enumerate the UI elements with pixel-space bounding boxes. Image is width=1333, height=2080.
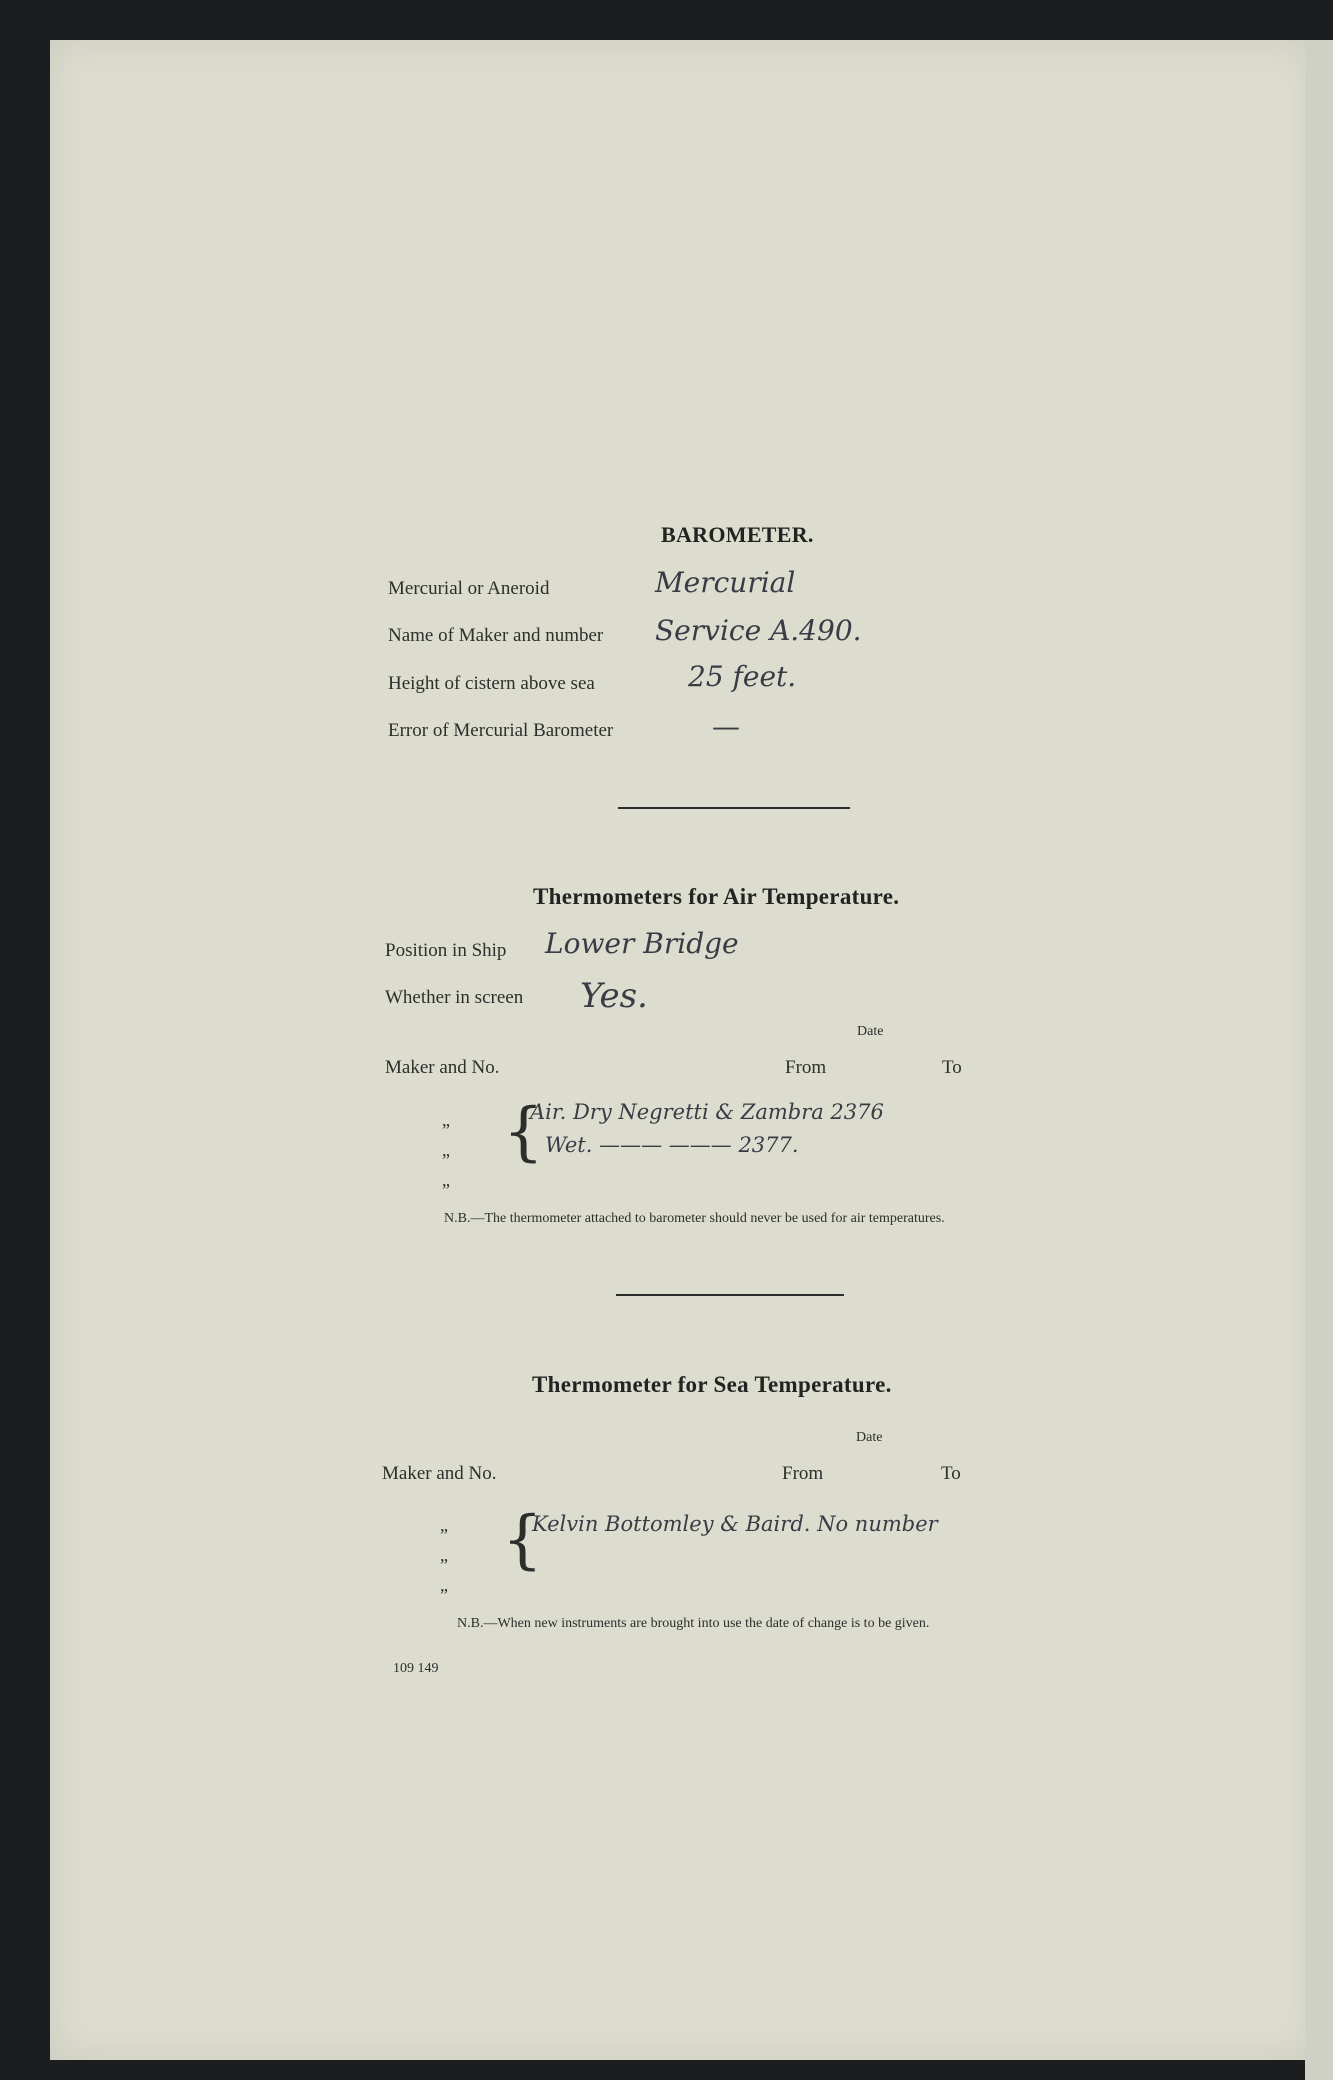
sea-to-label: To bbox=[941, 1463, 961, 1484]
air-date-label: Date bbox=[857, 1024, 884, 1039]
whether-in-screen-value: Yes. bbox=[580, 976, 648, 1016]
ditto-mark: „ bbox=[442, 1170, 450, 1190]
maker-and-number-value: Service A.490. bbox=[655, 614, 862, 647]
form-code: 109 149 bbox=[393, 1661, 439, 1676]
barometer-error-value: — bbox=[712, 710, 740, 743]
ditto-mark: „ bbox=[440, 1545, 448, 1565]
mercurial-or-aneroid-value: Mercurial bbox=[655, 566, 796, 599]
section-divider bbox=[618, 807, 850, 809]
maker-and-number-label: Name of Maker and number bbox=[388, 625, 604, 646]
ditto-mark: „ bbox=[440, 1515, 448, 1535]
mercurial-or-aneroid-label: Mercurial or Aneroid bbox=[388, 578, 550, 599]
sea-temperature-note: N.B.—When new instruments are brought into use the date of change is to be given. bbox=[457, 1616, 930, 1631]
cistern-height-value: 25 feet. bbox=[688, 660, 797, 693]
sea-thermometer-entry: Kelvin Bottomley & Baird. No number bbox=[532, 1512, 938, 1536]
ditto-mark: „ bbox=[442, 1110, 450, 1130]
air-wet-thermometer-entry: Wet. ——— ——— 2377. bbox=[545, 1133, 799, 1157]
air-from-label: From bbox=[785, 1057, 827, 1078]
barometer-error-label: Error of Mercurial Barometer bbox=[388, 720, 614, 741]
cistern-height-label: Height of cistern above sea bbox=[388, 673, 595, 694]
air-thermometers-title: Thermometers for Air Temperature. bbox=[533, 884, 900, 909]
section-divider bbox=[616, 1294, 844, 1296]
barometer-title: BAROMETER. bbox=[661, 522, 814, 547]
air-to-label: To bbox=[942, 1057, 962, 1078]
adjacent-page-edge bbox=[1305, 40, 1333, 2080]
logbook-page bbox=[50, 40, 1315, 2060]
left-brace: { bbox=[503, 1095, 544, 1169]
air-dry-thermometer-entry: Air. Dry Negretti & Zambra 2376 bbox=[530, 1100, 884, 1124]
position-in-ship-value: Lower Bridge bbox=[545, 927, 739, 960]
sea-from-label: From bbox=[782, 1463, 824, 1484]
position-in-ship-label: Position in Ship bbox=[385, 940, 507, 961]
sea-maker-label: Maker and No. bbox=[382, 1463, 497, 1484]
ditto-mark: „ bbox=[442, 1140, 450, 1160]
left-brace: { bbox=[502, 1503, 543, 1577]
air-maker-label: Maker and No. bbox=[385, 1057, 500, 1078]
ditto-mark: „ bbox=[440, 1575, 448, 1595]
air-temperature-note: N.B.—The thermometer attached to barometer should never be used for air temperatures. bbox=[444, 1211, 945, 1226]
whether-in-screen-label: Whether in screen bbox=[385, 987, 524, 1008]
sea-date-label: Date bbox=[856, 1430, 883, 1445]
sea-thermometer-title: Thermometer for Sea Temperature. bbox=[532, 1372, 892, 1397]
